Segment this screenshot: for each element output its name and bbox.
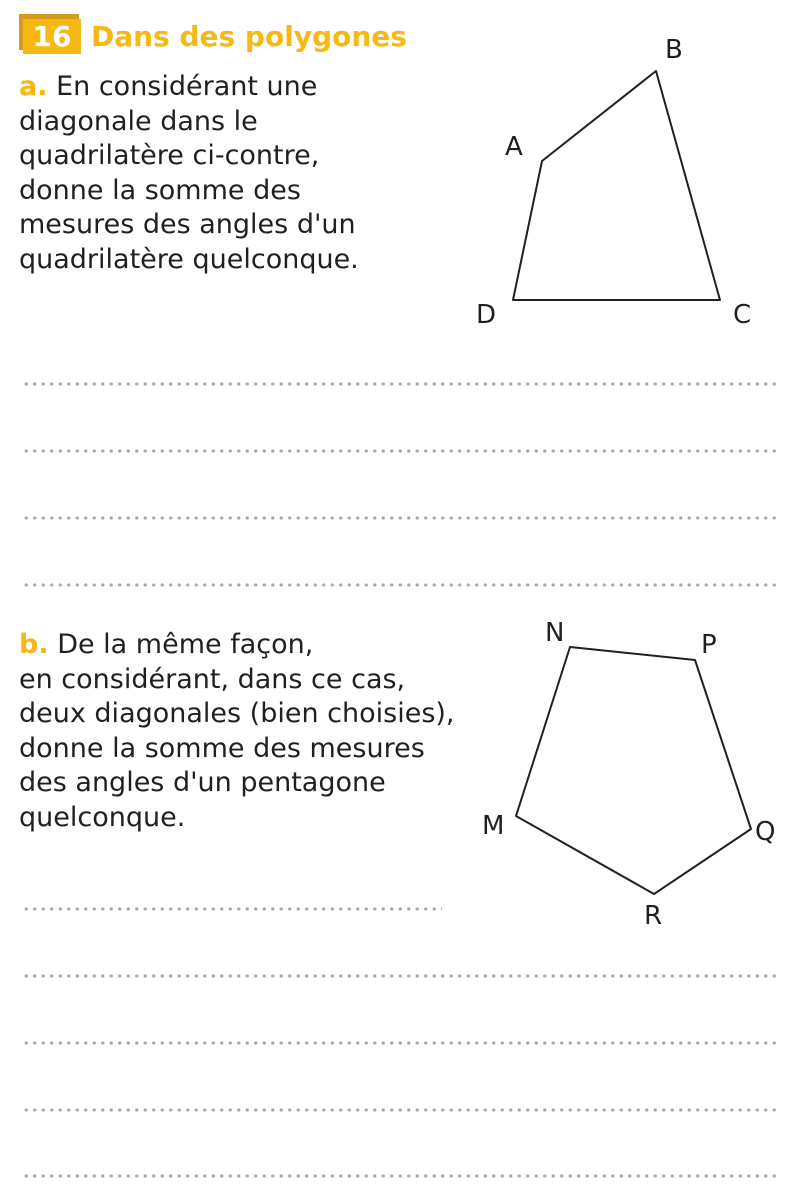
answer-line-b-4[interactable] (22, 1107, 780, 1113)
answer-line-b-1[interactable] (22, 906, 442, 912)
question-a-letter: a. (19, 71, 48, 102)
question-a-line-6: quadrilatère quelconque. (19, 243, 359, 275)
vertex-label-m: M (482, 811, 505, 841)
question-b-line-3: deux diagonales (bien choisies), (19, 698, 455, 729)
answer-line-b-2[interactable] (22, 973, 780, 979)
vertex-label-b: B (665, 35, 683, 65)
answer-line-a-4[interactable] (22, 582, 780, 588)
question-b-line-6: quelconque. (19, 801, 186, 833)
question-a-line-2: diagonale dans le (19, 105, 258, 137)
answer-line-a-2[interactable] (22, 448, 780, 454)
vertex-label-d: D (476, 300, 497, 330)
question-b-letter: b. (19, 629, 49, 660)
answer-line-a-3[interactable] (22, 515, 780, 521)
vertex-label-a: A (505, 132, 523, 162)
answer-line-b-5[interactable] (22, 1173, 780, 1179)
vertex-label-r: R (644, 901, 663, 931)
question-b-line-2: en considérant, dans ce cas, (19, 663, 406, 695)
question-b-line-5: des angles d'un pentagone (19, 767, 386, 798)
question-a-line-5: mesures des angles d'un (19, 209, 356, 240)
vertex-label-c: C (733, 300, 752, 330)
question-b-text (19, 628, 455, 835)
question-b-line-4: donne la somme des mesures (19, 732, 425, 764)
question-b-line-1-text: De la même façon, (57, 629, 314, 660)
question-b-line-1 (19, 628, 455, 663)
question-a-line-1-text: En considérant une (56, 71, 318, 102)
vertex-label-n: N (545, 618, 565, 648)
answer-line-a-1[interactable] (22, 381, 780, 387)
quadrilateral-figure (0, 0, 803, 360)
pentagon-mnpqr (516, 647, 751, 894)
vertex-label-p: P (701, 630, 717, 660)
exercise-number-badge: 16 (23, 19, 81, 54)
question-a-line-3: quadrilatère ci-contre, (19, 140, 320, 171)
vertex-label-q: Q (755, 817, 776, 847)
question-a-line-4: donne la somme des (19, 174, 301, 206)
exercise-title: Dans des polygones (91, 20, 407, 53)
answer-line-b-3[interactable] (22, 1040, 780, 1046)
quadrilateral-abcd (513, 71, 720, 300)
